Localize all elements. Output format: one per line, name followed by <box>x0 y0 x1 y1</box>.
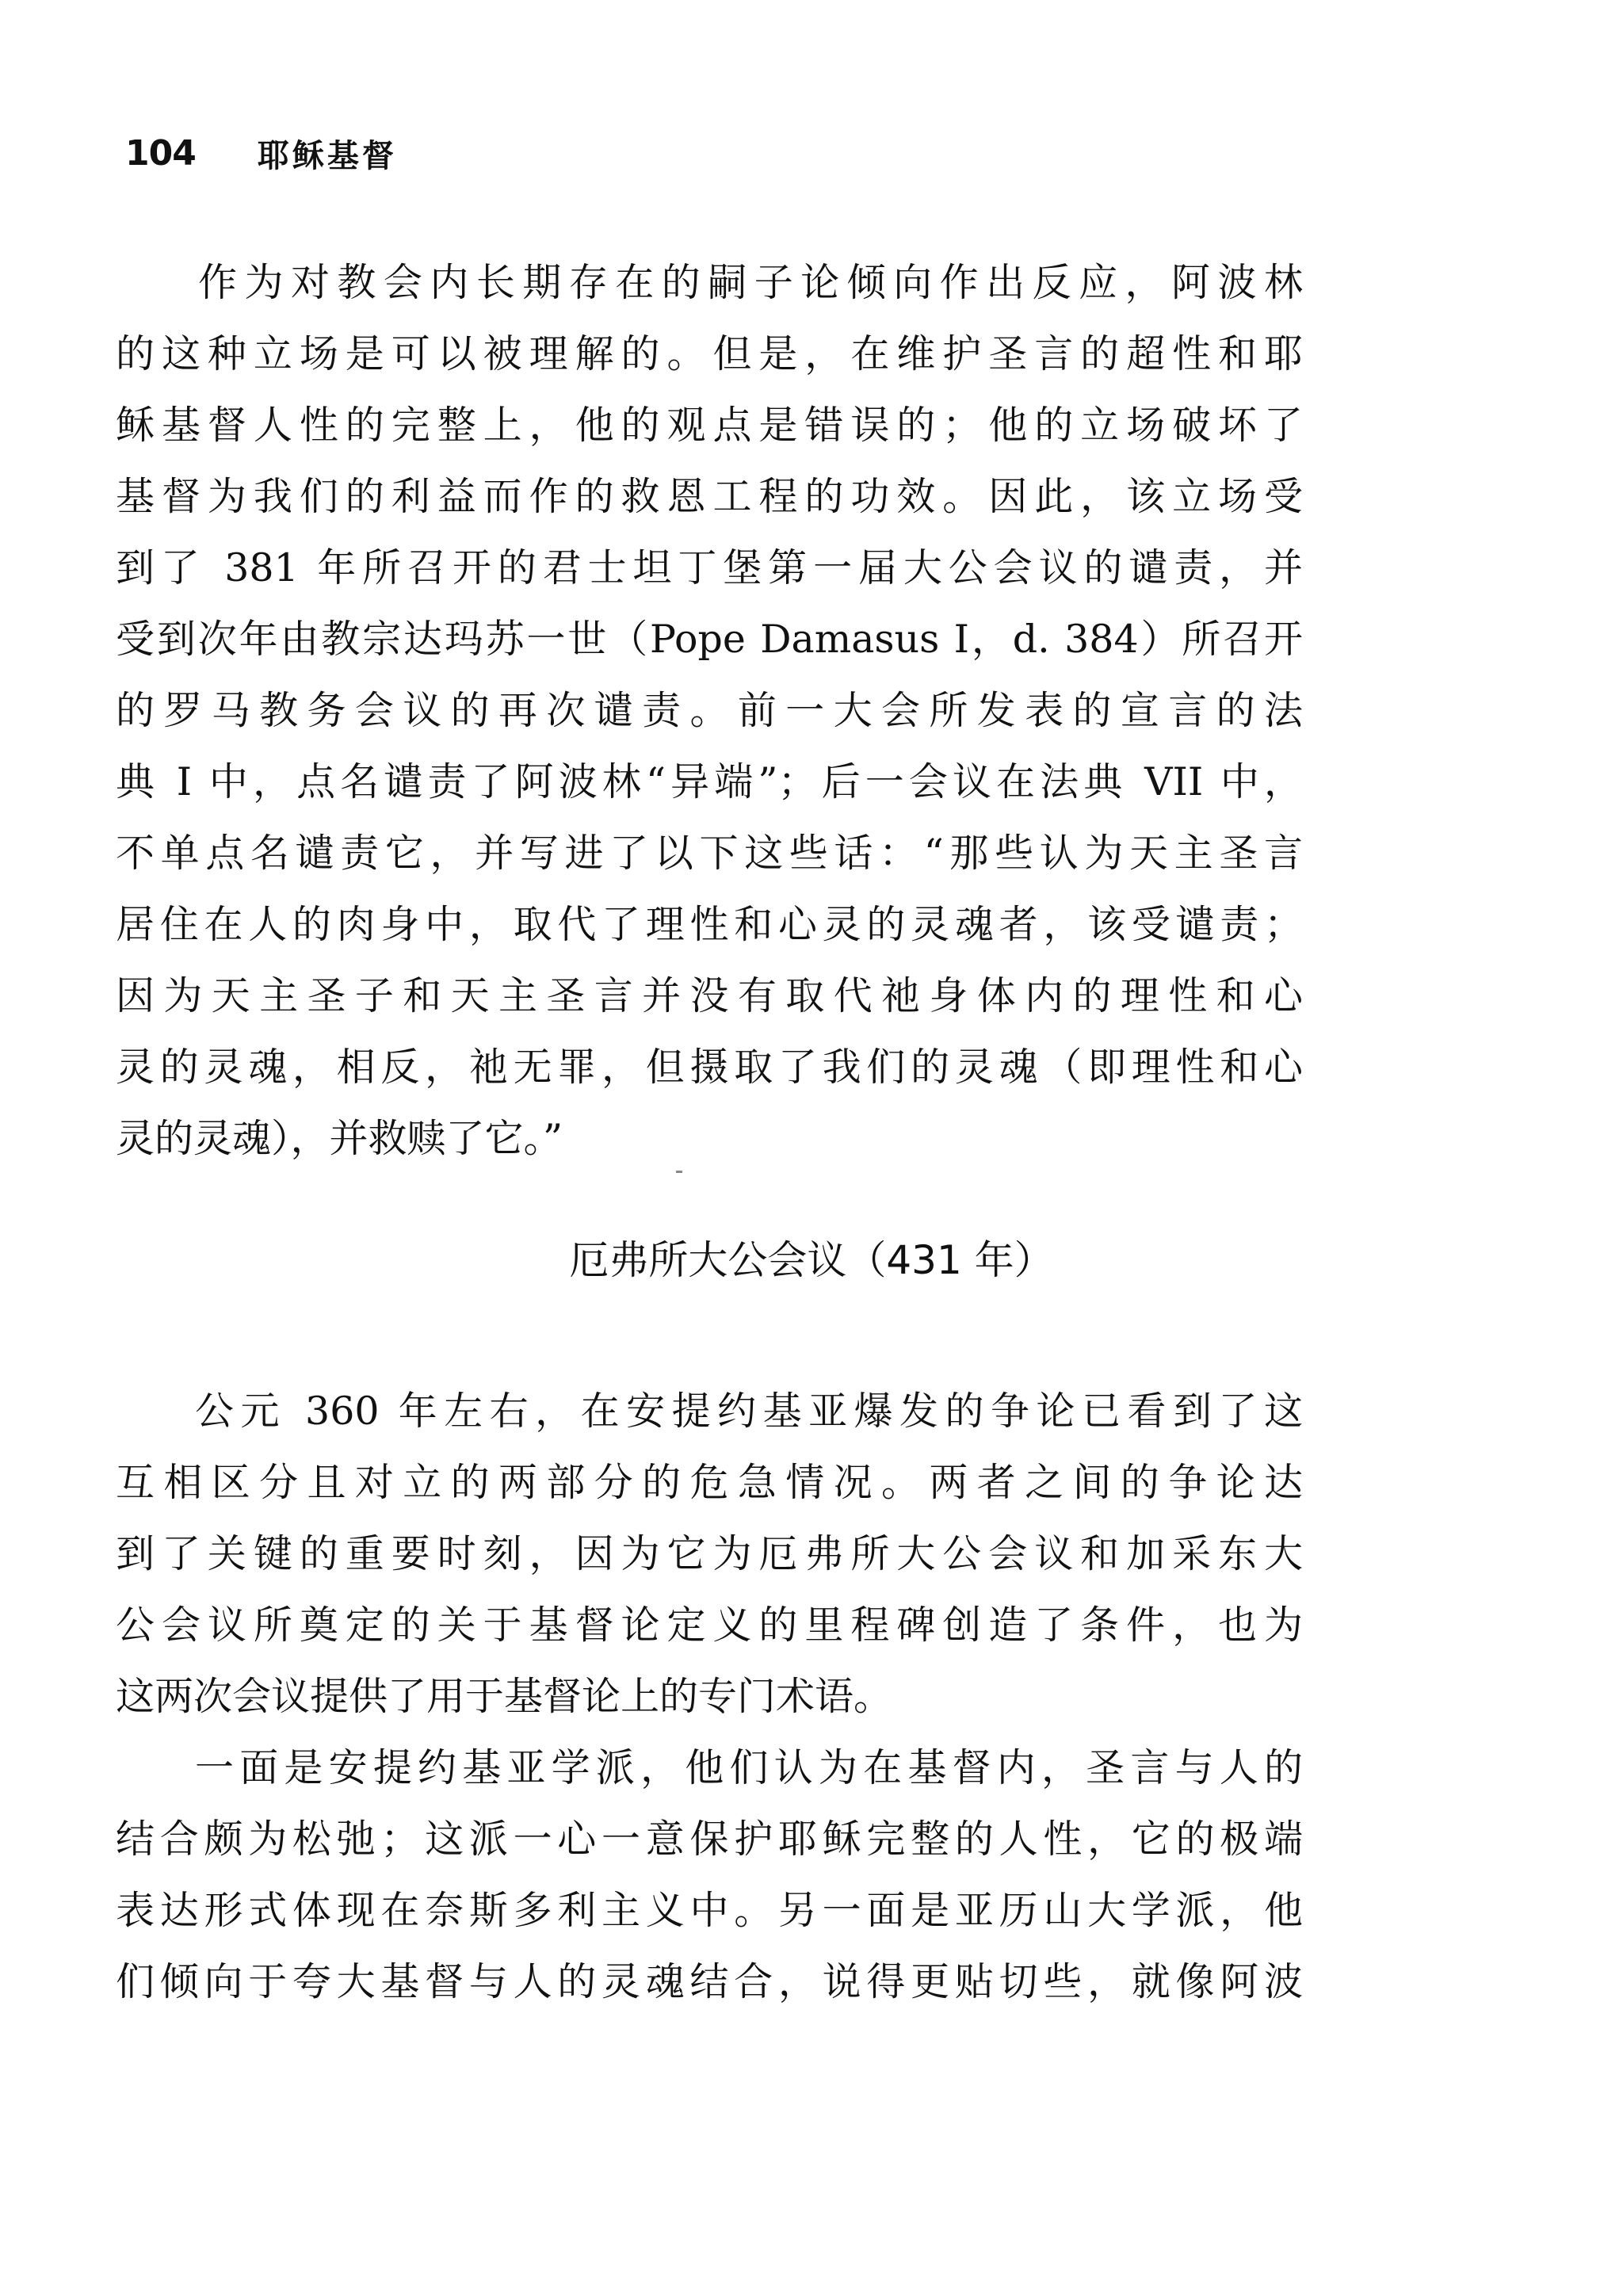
text-line: 基督为我们的利益而作的救恩工程的功效。因此，该立场受 <box>116 474 1303 519</box>
scan-speck <box>676 1171 682 1173</box>
text-line: 结合颇为松弛；这派一心一意保护耶稣完整的人性，它的极端 <box>116 1817 1303 1862</box>
text-line: 的这种立场是可以被理解的。但是，在维护圣言的超性和耶 <box>116 331 1303 376</box>
text-line: 互相区分且对立的两部分的危急情况。两者之间的争论达 <box>116 1460 1303 1505</box>
text-line: 到了 381 年所召开的君士坦丁堡第一届大公会议的谴责，并 <box>116 545 1303 590</box>
text-line: 受到次年由教宗达玛苏一世（Pope Damasus I，d. 384）所召开 <box>116 617 1303 662</box>
text-line: 公会议所奠定的关于基督论定义的里程碑创造了条件，也为 <box>116 1603 1303 1648</box>
text-line: 灵的灵魂），并救赎了它。” <box>116 1116 563 1161</box>
text-line: 们倾向于夸大基督与人的灵魂结合，说得更贴切些，就像阿波 <box>116 1959 1303 2004</box>
text-line: 灵的灵魂，相反，祂无罪，但摄取了我们的灵魂（即理性和心 <box>116 1045 1303 1090</box>
text-line: 一面是安提约基亚学派，他们认为在基督内，圣言与人的 <box>195 1745 1303 1790</box>
paragraph-apollinarianism <box>116 247 1303 1175</box>
text-line: 居住在人的肉身中，取代了理性和心灵的灵魂者，该受谴责； <box>116 902 1303 947</box>
text-line: 这两次会议提供了用于基督论上的专门术语。 <box>116 1674 893 1719</box>
text-line: 作为对教会内长期存在的嗣子论倾向作出反应，阿波林 <box>198 260 1303 305</box>
paragraph-two-schools <box>116 1733 1303 2018</box>
text-line: 因为天主圣子和天主圣言并没有取代祂身体内的理性和心 <box>116 973 1303 1018</box>
text-line: 不单点名谴责它，并写进了以下这些话：“那些认为天主圣言 <box>116 831 1303 876</box>
text-line: 到了关键的重要时刻，因为它为厄弗所大公会议和加采东大 <box>116 1531 1303 1576</box>
text-line: 的罗马教务会议的再次谴责。前一大会所发表的宣言的法 <box>116 688 1303 733</box>
running-head <box>125 125 397 181</box>
text-line: 稣基督人性的完整上，他的观点是错误的；他的立场破坏了 <box>116 403 1303 448</box>
section-heading: 厄弗所大公会议（431 年） <box>569 1237 1054 1283</box>
text-line: 典 I 中，点名谴责了阿波林“异端”；后一会议在法典 VII 中， <box>116 759 1303 804</box>
running-title: 耶稣基督 <box>257 137 397 174</box>
page-number: 104 <box>125 132 196 174</box>
text-line: 公元 360 年左右，在安提约基亚爆发的争论已看到了这 <box>195 1389 1303 1434</box>
paragraph-antioch-controversy <box>116 1376 1303 1733</box>
text-line: 表达形式体现在奈斯多利主义中。另一面是亚历山大学派，他 <box>116 1888 1303 1933</box>
